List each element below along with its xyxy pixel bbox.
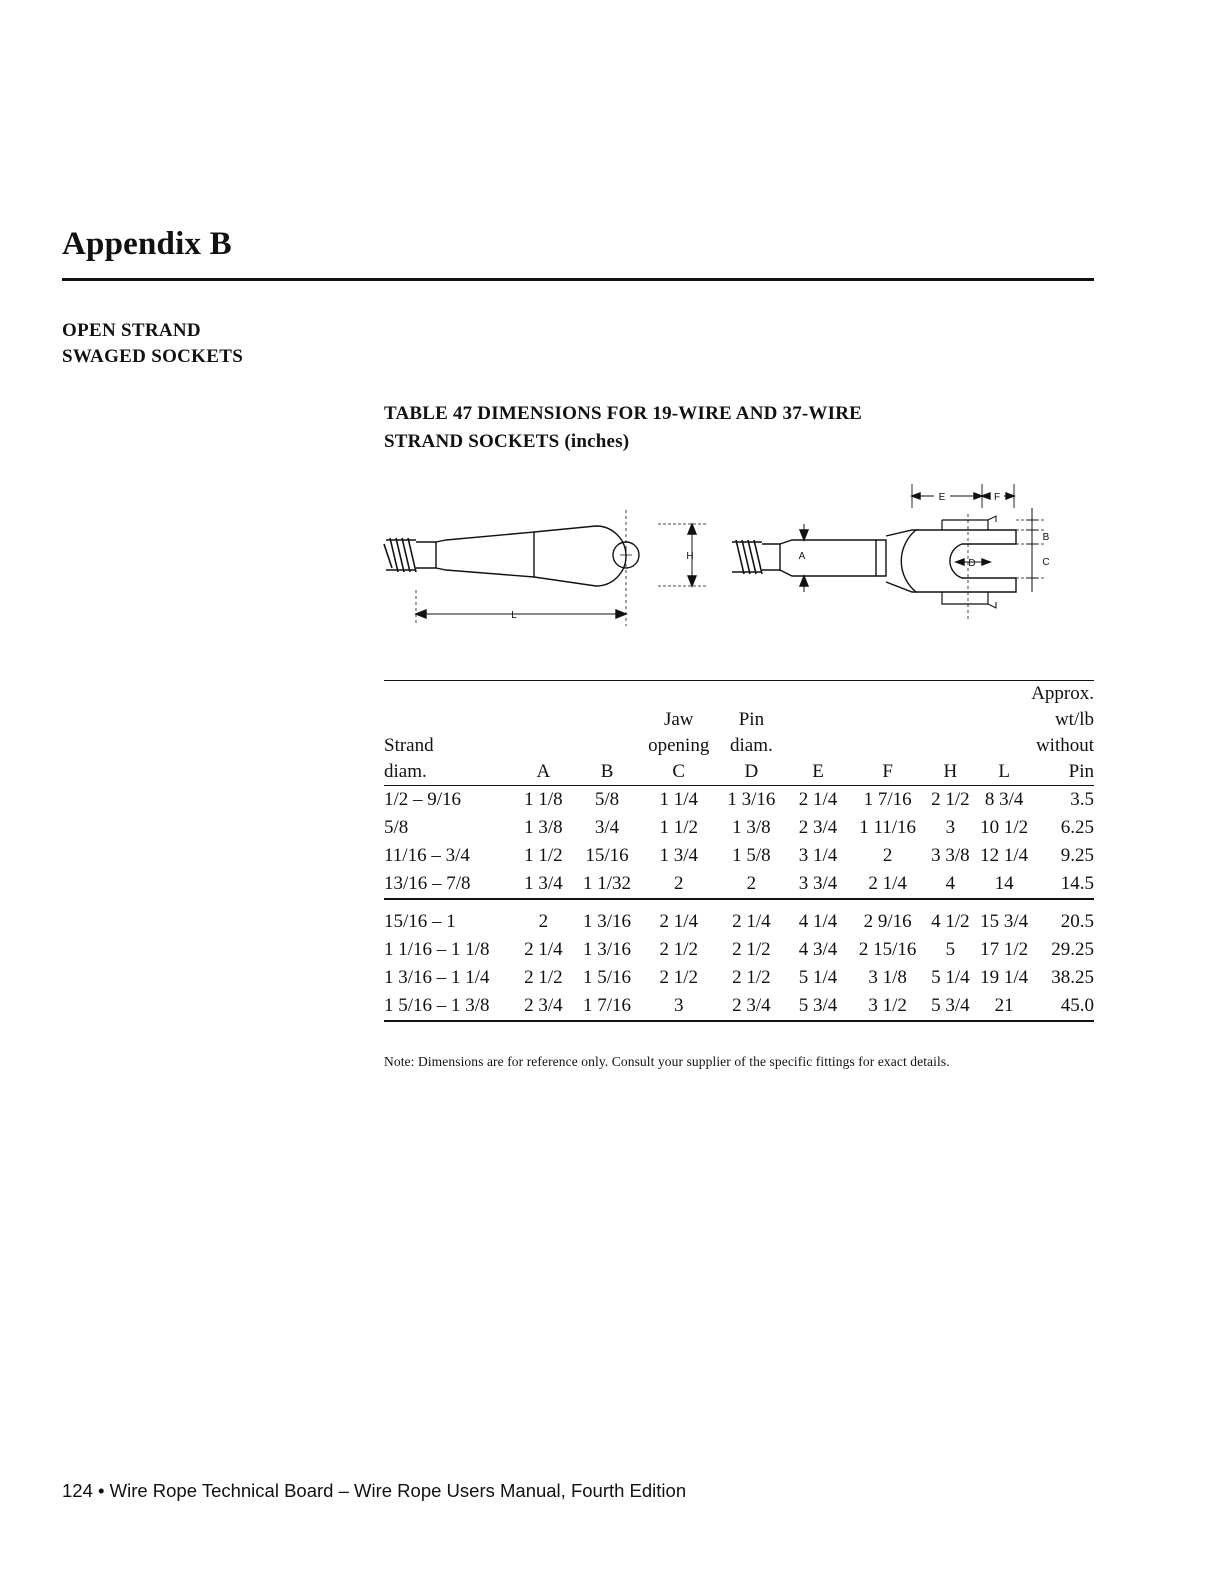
cell-wt: 45.0 — [1031, 992, 1094, 1021]
cell-strand: 15/16 – 1 — [384, 911, 456, 932]
cell-h: 5 3/4 — [924, 992, 978, 1021]
header-wt-line-2: wt/lb — [1054, 709, 1094, 730]
cell-e: 2 3/4 — [798, 817, 838, 838]
cell-c: 1 1/2 — [659, 817, 698, 838]
section-line-2: SWAGED SOCKETS — [62, 346, 244, 367]
cell-e: 3 1/4 — [798, 845, 838, 866]
header-d-line-1: Pin — [738, 709, 765, 730]
caption-line-1: TABLE 47 DIMENSIONS FOR 19-WIRE AND 37-WIRE — [384, 403, 863, 424]
table-row — [384, 936, 1094, 964]
cell-a: 1 1/2 — [524, 845, 563, 866]
section-heading — [62, 318, 243, 370]
cell-d: 2 — [719, 870, 785, 899]
cell-f: 3 1/2 — [852, 992, 924, 1021]
table-caption — [384, 400, 862, 456]
wire-rope-strand-right — [732, 540, 762, 574]
caption-line-2: STRAND SOCKETS (inches) — [384, 431, 630, 452]
header-f: F — [852, 759, 924, 786]
cell-l: 15 3/4 — [980, 911, 1029, 932]
header-row-1 — [384, 681, 1094, 708]
cell-d: 1 5/8 — [732, 845, 771, 866]
closed-socket-drawing — [384, 510, 708, 626]
group-spacer — [384, 899, 1094, 908]
diagram-label-h: H — [686, 551, 694, 562]
cell-l: 10 1/2 — [980, 817, 1029, 838]
cell-b: 1 3/16 — [583, 911, 632, 932]
cell-e: 4 3/4 — [798, 939, 838, 960]
table-row — [384, 908, 1094, 936]
cell-l: 21 — [977, 992, 1031, 1021]
header-row-4 — [384, 759, 1094, 786]
header-d-line-3: D — [719, 759, 785, 786]
header-wt-line-4: Pin — [1031, 759, 1094, 786]
cell-a: 1 3/4 — [512, 870, 576, 899]
cell-l: 14 — [977, 870, 1031, 899]
cell-h: 4 — [924, 870, 978, 899]
cell-a: 1 3/8 — [524, 817, 563, 838]
table-note: Note: Dimensions are for reference only. Consult your supplier of the specific fittings for exact details. — [384, 1054, 950, 1069]
cell-e: 4 1/4 — [798, 911, 838, 932]
cell-e: 5 1/4 — [798, 967, 838, 988]
cell-f: 1 11/16 — [859, 817, 917, 838]
cell-c: 2 1/2 — [659, 967, 698, 988]
header-d-line-2: diam. — [730, 735, 773, 756]
diagram-label-b: B — [1042, 532, 1050, 543]
cell-d: 2 1/2 — [732, 967, 771, 988]
cell-d: 1 3/16 — [727, 789, 776, 810]
cell-b: 5/8 — [594, 789, 620, 810]
header-a: A — [512, 759, 576, 786]
cell-h: 3 3/8 — [931, 845, 970, 866]
dimensions-table-wrapper — [384, 680, 1094, 1022]
cell-f: 2 — [882, 845, 893, 866]
socket-diagram — [376, 480, 1066, 640]
header-l: L — [977, 759, 1031, 786]
header-row-2 — [384, 707, 1094, 733]
chapter-title: Appendix B — [62, 226, 232, 262]
header-h: H — [924, 759, 978, 786]
cell-h: 5 1/4 — [931, 967, 970, 988]
page-footer: 124 • Wire Rope Technical Board – Wire Rope Users Manual, Fourth Edition — [62, 1480, 687, 1501]
cell-a: 2 1/4 — [524, 939, 563, 960]
cell-strand: 5/8 — [384, 817, 409, 838]
header-c-line-1: Jaw — [663, 709, 694, 730]
cell-wt: 20.5 — [1060, 911, 1094, 932]
header-row-3 — [384, 733, 1094, 759]
cell-d: 2 1/4 — [732, 911, 771, 932]
cell-c: 3 — [639, 992, 719, 1021]
cell-f: 2 1/4 — [852, 870, 924, 899]
cell-wt: 3.5 — [1070, 789, 1094, 810]
cell-d: 2 3/4 — [719, 992, 785, 1021]
cell-strand: 1/2 – 9/16 — [384, 789, 462, 810]
cell-c: 2 — [639, 870, 719, 899]
cell-b: 1 3/16 — [583, 939, 632, 960]
cell-c: 1 1/4 — [659, 789, 698, 810]
cell-a: 2 3/4 — [512, 992, 576, 1021]
diagram-label-f: F — [993, 492, 1001, 503]
header-strand-line-1: Strand — [384, 735, 434, 756]
header-c-line-2: opening — [648, 735, 710, 756]
cell-h: 4 1/2 — [931, 911, 970, 932]
title-rule — [62, 278, 1094, 281]
cell-strand: 1 5/16 – 1 3/8 — [384, 992, 512, 1021]
cell-l: 19 1/4 — [980, 967, 1029, 988]
cell-h: 2 1/2 — [931, 789, 970, 810]
cell-strand: 1 1/16 – 1 1/8 — [384, 939, 490, 960]
cell-b: 15/16 — [585, 845, 629, 866]
table-row — [384, 842, 1094, 870]
cell-h: 5 — [945, 939, 956, 960]
cell-wt: 9.25 — [1060, 845, 1094, 866]
cell-e: 5 3/4 — [784, 992, 852, 1021]
cell-a: 2 1/2 — [524, 967, 563, 988]
header-wt-line-1: Approx. — [1031, 683, 1094, 704]
cell-l: 8 3/4 — [984, 789, 1024, 810]
dimensions-table — [384, 680, 1094, 1022]
cell-b: 1 7/16 — [575, 992, 639, 1021]
cell-f: 1 7/16 — [863, 789, 912, 810]
diagram-label-a: A — [798, 551, 806, 562]
cell-c: 2 1/2 — [659, 939, 698, 960]
cell-wt: 38.25 — [1051, 967, 1094, 988]
cell-a: 2 — [538, 911, 549, 932]
header-c-line-3: C — [639, 759, 719, 786]
header-wt-line-3: without — [1035, 735, 1094, 756]
table-row — [384, 814, 1094, 842]
cell-c: 1 3/4 — [659, 845, 698, 866]
cell-f: 2 15/16 — [858, 939, 917, 960]
diagram-label-e: E — [938, 492, 946, 503]
diagram-label-d: D — [968, 558, 976, 569]
table-row — [384, 870, 1094, 899]
cell-b: 1 1/32 — [575, 870, 639, 899]
open-socket-drawing — [732, 484, 1046, 620]
cell-a: 1 1/8 — [524, 789, 563, 810]
diagram-label-c: C — [1042, 557, 1050, 568]
cell-wt: 29.25 — [1051, 939, 1094, 960]
cell-wt: 6.25 — [1060, 817, 1094, 838]
cell-strand: 1 3/16 – 1 1/4 — [384, 967, 490, 988]
cell-f: 3 1/8 — [868, 967, 907, 988]
cell-c: 2 1/4 — [659, 911, 698, 932]
cell-strand: 11/16 – 3/4 — [384, 845, 470, 866]
cell-e: 2 1/4 — [798, 789, 838, 810]
cell-d: 1 3/8 — [732, 817, 771, 838]
header-strand-line-2: diam. — [384, 759, 512, 786]
section-line-1: OPEN STRAND — [62, 320, 201, 341]
table-row — [384, 992, 1094, 1021]
cell-e: 3 3/4 — [784, 870, 852, 899]
table-row — [384, 786, 1094, 815]
table-row — [384, 964, 1094, 992]
cell-l: 12 1/4 — [980, 845, 1029, 866]
cell-wt: 14.5 — [1031, 870, 1094, 899]
cell-h: 3 — [945, 817, 956, 838]
cell-f: 2 9/16 — [863, 911, 912, 932]
header-b: B — [575, 759, 639, 786]
cell-strand: 13/16 – 7/8 — [384, 870, 512, 899]
diagram-label-l: L — [511, 610, 517, 621]
wire-rope-strand-left — [384, 538, 416, 572]
cell-b: 1 5/16 — [583, 967, 632, 988]
header-e: E — [784, 759, 852, 786]
cell-b: 3/4 — [594, 817, 620, 838]
cell-d: 2 1/2 — [732, 939, 771, 960]
cell-l: 17 1/2 — [980, 939, 1029, 960]
